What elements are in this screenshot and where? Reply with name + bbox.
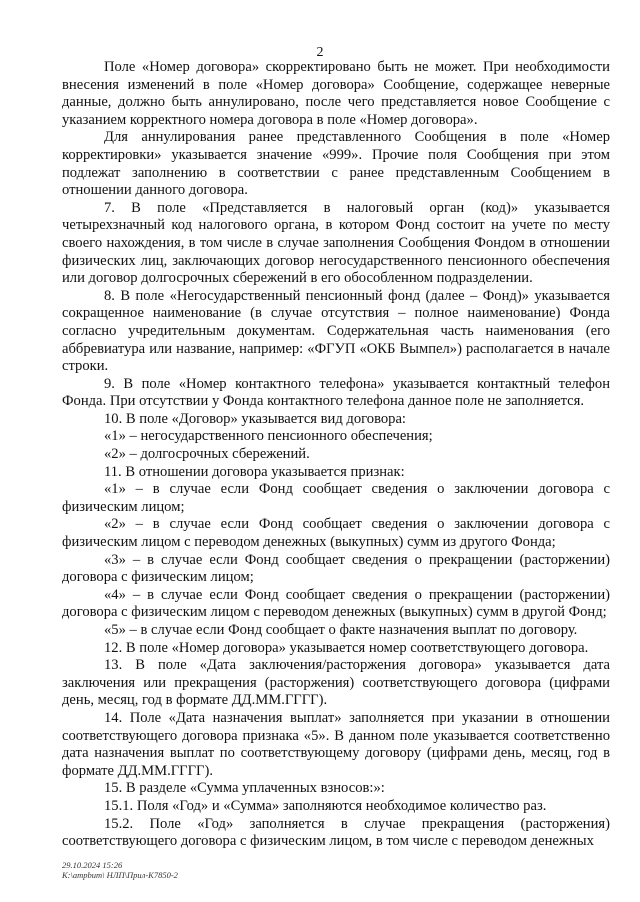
paragraph: 10. В поле «Договор» указывается вид договора: xyxy=(104,410,406,427)
paragraph: 15. В разделе «Сумма уплаченных взносов:»: xyxy=(104,780,385,797)
paragraph: 8. В поле «Негосударственный пенсионный фонд (далее – Фонд)» указывается сокращенное наименование (в случае отсутствия – полное наименование) Фонда согласно учредительным документам. Содержательная часть наименования (его аббревиатура или название, например: «ФГУП «ОКБ Вымпел») располагается в начале строки. xyxy=(62,287,610,375)
document-footer xyxy=(62,860,178,880)
page-number: 2 xyxy=(316,45,324,60)
paragraph: 15.2. Поле «Год» заполняется в случае прекращения (расторжения) соответствующего договора с физическим лицом, в том числе с переводом денежных xyxy=(62,815,610,850)
paragraph: «1» – в случае если Фонд сообщает сведения о заключении договора с физическим лицом; xyxy=(62,481,610,515)
paragraph: 14. Поле «Дата назначения выплат» заполняется при указании в отношении соответствующего договора признака «5». В данном поле указывается соответственно дата назначения выплат по соответствующему договору (цифрами день, месяц, год в формате ДД.ММ.ГГГГ). xyxy=(62,709,610,779)
paragraph: Поле «Номер договора» скорректировано быть не может. При необходимости внесения изменений в поле «Номер договора» Сообщение, содержащее неверные данные, должно быть аннулировано, после чего представляется новое Сообщение с указанием корректного номера договора в поле «Номер договора». xyxy=(62,59,610,128)
footer-timestamp: 29.10.2024 15:26 xyxy=(62,860,123,870)
document-body xyxy=(62,59,610,851)
paragraph: «2» – долгосрочных сбережений. xyxy=(104,446,310,463)
paragraph: 13. В поле «Дата заключения/расторжения договора» указывается дата заключения или прекращения (расторжения) соответствующего договора (цифрами день, месяц, год в формате ДД.ММ.ГГГГ). xyxy=(62,657,610,709)
paragraph: «2» – в случае если Фонд сообщает сведения о заключении договора с физическим лицом с переводом денежных (выкупных) сумм из другого Фонда; xyxy=(62,516,610,551)
paragraph: 7. В поле «Представляется в налоговый орган (код)» указывается четырехзначный код налогового органа, в котором Фонд состоит на учете по месту своего нахождения, в том числе в случае заполнения Сообщения Фондом в отношении физических лиц, заключающих договор негосударственного пенсионного обеспечения или договор долгосрочных сбережений в его обособленном подразделении. xyxy=(62,199,610,287)
paragraph: «4» – в случае если Фонд сообщает сведения о прекращении (расторжении) договора с физическим лицом с переводом денежных (выкупных) сумм в другой Фонд; xyxy=(62,586,610,621)
paragraph: Для аннулирования ранее представленного Сообщения в поле «Номер корректировки» указывается значение «999». Прочие поля Сообщения при этом подлежат заполнению в соответствии с ранее представленным Сообщением в отношении данного договора. xyxy=(62,129,610,199)
paragraph: 9. В поле «Номер контактного телефона» указывается контактный телефон Фонда. При отсутствии у Фонда контактного телефона данное поле не заполняется. xyxy=(62,375,610,410)
paragraph: «3» – в случае если Фонд сообщает сведения о прекращении (расторжении) договора с физическим лицом; xyxy=(62,551,610,586)
paragraph: 12. В поле «Номер договора» указывается номер соответствующего договора. xyxy=(104,639,589,656)
paragraph: 11. В отношении договора указывается признак: xyxy=(104,463,405,480)
paragraph: «1» – негосударственного пенсионного обеспечения; xyxy=(104,428,433,445)
footer-file-path: К:\ampbum\ НЛП\Прил-К7850-2 xyxy=(62,870,178,880)
paragraph: «5» – в случае если Фонд сообщает о факте назначения выплат по договору. xyxy=(104,622,578,638)
paragraph: 15.1. Поля «Год» и «Сумма» заполняются необходимое количество раз. xyxy=(104,797,547,814)
